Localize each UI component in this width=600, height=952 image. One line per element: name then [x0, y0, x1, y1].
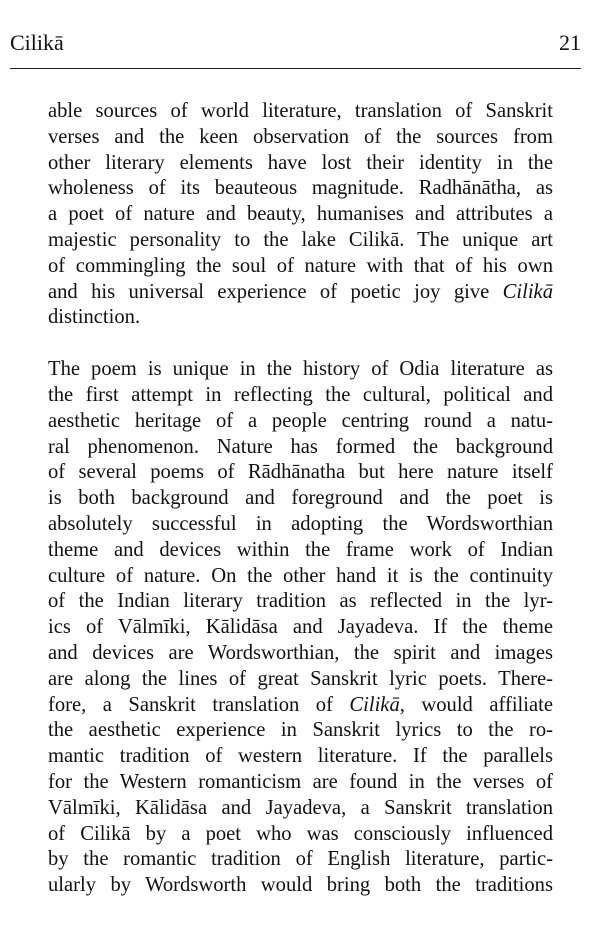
- text-line: the first attempt in reflecting the cultural, political and: [48, 383, 553, 406]
- text-line: are along the lines of great Sanskrit lyric poets. There-: [48, 667, 553, 690]
- text-line: ics of Vālmīki, Kālidāsa and Jayadeva. If the theme: [48, 616, 553, 639]
- text-line: theme and devices within the frame work of Indian: [48, 538, 553, 561]
- text-line: of the Indian literary tradition as reflected in the lyr-: [48, 590, 553, 613]
- text-line: the aesthetic experience in Sanskrit lyrics to the ro-: [48, 719, 553, 742]
- text-line: is both background and foreground and the poet is: [48, 487, 553, 510]
- page-number: 21: [559, 30, 581, 55]
- text-line: and his universal experience of poetic joy give Cilikā: [48, 280, 553, 303]
- text-line: ral phenomenon. Nature has formed the background: [48, 435, 553, 458]
- text-line: ularly by Wordsworth would bring both the traditions: [48, 874, 553, 897]
- text-line: other literary elements have lost their identity in the: [48, 151, 553, 174]
- text-line: majestic personality to the lake Cilikā. The unique art: [48, 228, 553, 251]
- text-line: of commingling the soul of nature with that of his own: [48, 254, 553, 277]
- running-title: Cilikā: [10, 30, 64, 55]
- text-line: Vālmīki, Kālidāsa and Jayadeva, a Sanskrit translation: [48, 796, 553, 819]
- text-line: aesthetic heritage of a people centring round a natu-: [48, 409, 553, 432]
- text-line: mantic tradition of western literature. If the parallels: [48, 745, 553, 768]
- paragraph-1: [48, 99, 553, 331]
- text-line: culture of nature. On the other hand it is the continuity: [48, 564, 553, 587]
- text-line: able sources of world literature, translation of Sanskrit: [48, 100, 553, 122]
- text-line: fore, a Sanskrit translation of Cilikā, would affiliate: [48, 693, 553, 716]
- body-text: [48, 99, 553, 899]
- paragraph-2: [48, 357, 553, 899]
- text-line: for the Western romanticism are found in the verses of: [48, 770, 553, 793]
- text-line: of several poems of Rādhānatha but here nature itself: [48, 461, 553, 484]
- text-line: verses and the keen observation of the sources from: [48, 125, 553, 148]
- page-header: [10, 28, 581, 69]
- text-line: distinction.: [48, 306, 141, 329]
- text-line: of Cilikā by a poet who was consciously influenced: [48, 822, 553, 845]
- text-line: The poem is unique in the history of Odia literature as: [48, 358, 553, 381]
- text-line: and devices are Wordsworthian, the spirit and images: [48, 641, 553, 664]
- text-line: a poet of nature and beauty, humanises and attributes a: [48, 203, 553, 226]
- text-line: wholeness of its beauteous magnitude. Radhānātha, as: [48, 177, 553, 200]
- text-line: by the romantic tradition of English literature, partic-: [48, 848, 553, 871]
- text-line: absolutely successful in adopting the Wordsworthian: [48, 512, 553, 535]
